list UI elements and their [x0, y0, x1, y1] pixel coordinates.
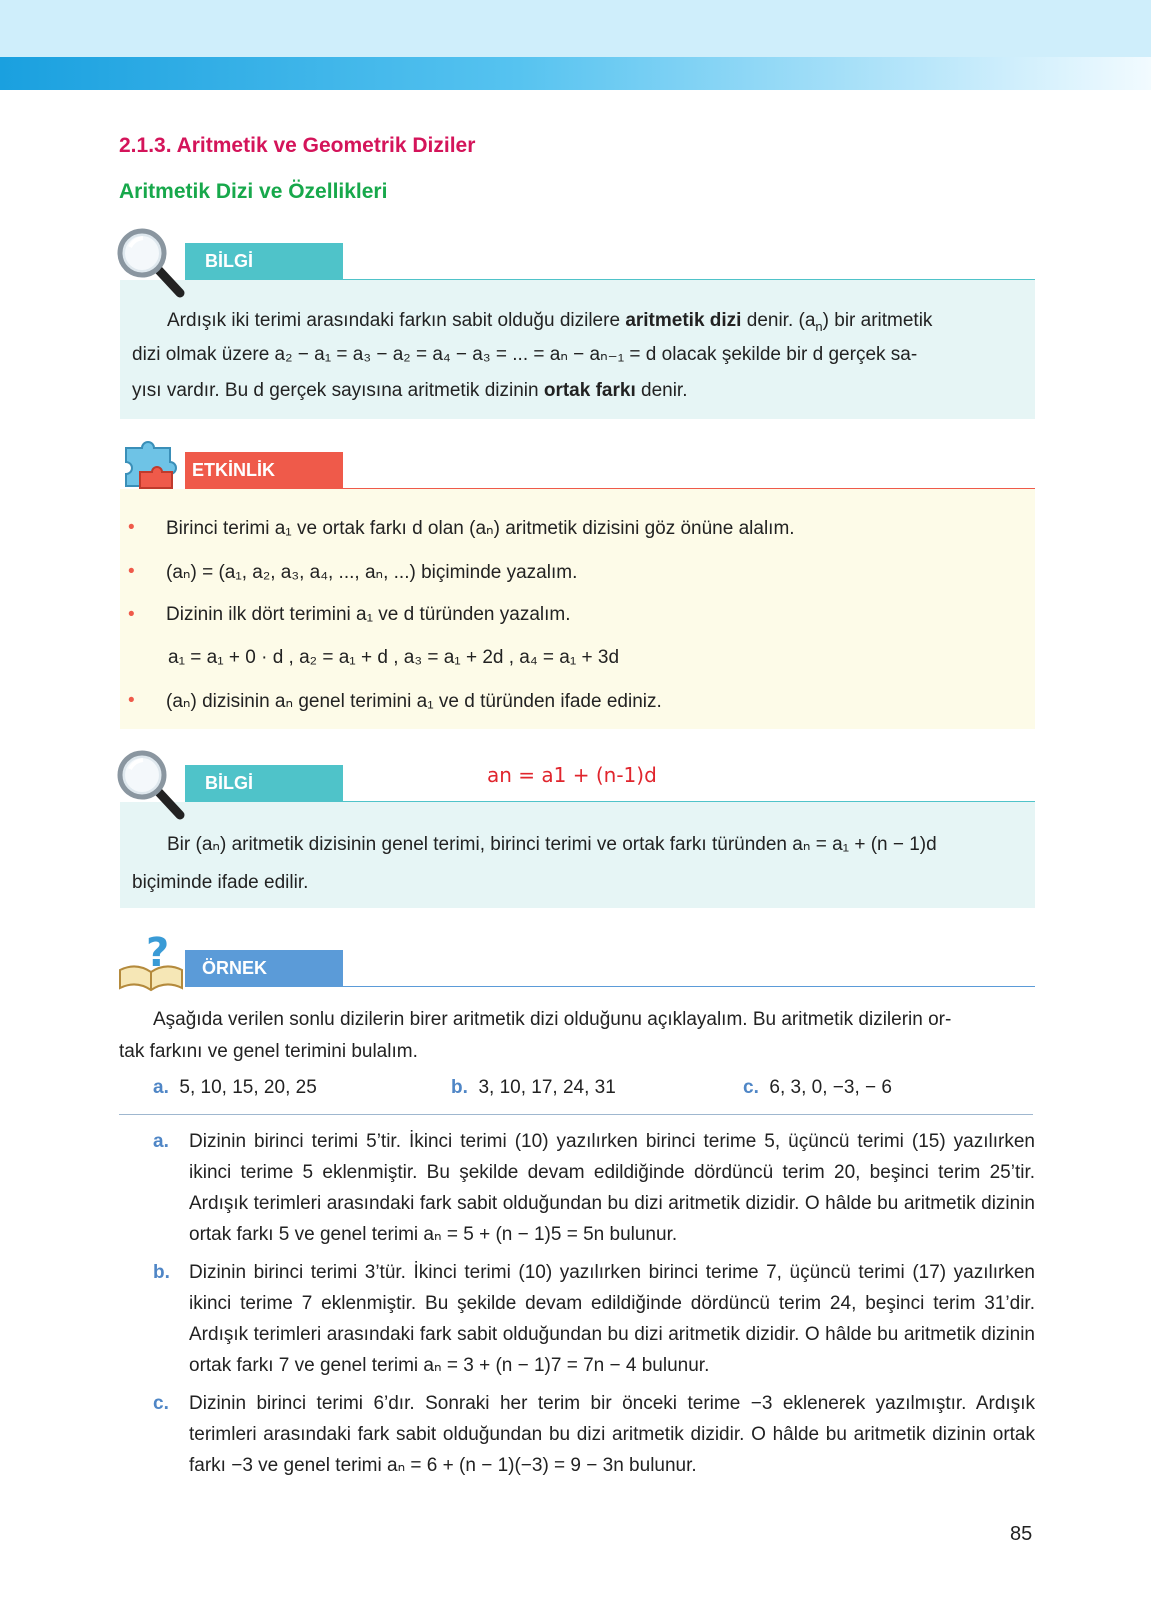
magnifier-icon	[116, 227, 188, 299]
divider	[185, 986, 1035, 987]
divider	[119, 1114, 1033, 1115]
etkinlik-header	[185, 452, 343, 488]
etkinlik-bullet-1: • Birinci terimi a₁ ve ortak farkı d olan (aₙ) aritmetik dizisini göz önüne alalım.	[128, 517, 795, 539]
ornek-line2: tak farkını ve genel terimini bulalım.	[119, 1041, 418, 1062]
answer-text: Dizinin birinci terimi 5’tir. İkinci terimi (10) yazılırken birinci terime 5, üçüncü terimi (15) yazılırken ikinci terime 5 eklenmiştir. Bu şekilde devam edildiğinde dördüncü terim 20, beşinci terim 25’tir. Ardışık terimleri arasındaki fark sabit olduğundan bu dizi aritmetik dizidir. O hâlde bu aritmetik dizinin ortak farkı 5 ve genel terimi aₙ = 5 + (n − 1)5 = 5n bulunur.	[189, 1131, 1035, 1245]
etkinlik-formula: a₁ = a₁ + 0 · d , a₂ = a₁ + d , a₃ = a₁ + 2d , a₄ = a₁ + 3d	[168, 647, 620, 668]
etkinlik-header-label: ETKİNLİK	[192, 460, 275, 480]
bilgi-header-label: BİLGİ	[205, 251, 253, 271]
subsection-title: Aritmetik Dizi ve Özellikleri	[119, 180, 388, 203]
ornek-line1: Aşağıda verilen sonlu dizilerin birer aritmetik dizi olduğunu açıklayalım. Bu aritmetik dizilerin or-	[153, 1009, 952, 1030]
bilgi1-line1: Ardışık iki terimi arasındaki farkın sabit olduğu dizilere aritmetik dizi denir. $(a_n)$ bir aritmetik	[167, 310, 933, 334]
gradient-band	[0, 57, 1151, 90]
etkinlik-bullet-2: • (aₙ) = (a₁, a₂, a₃, a₄, ..., aₙ, ...) biçiminde yazalım.	[128, 561, 578, 583]
divider	[185, 801, 1035, 802]
answer-label: b.	[153, 1262, 170, 1283]
bilgi-header-1	[185, 243, 343, 279]
etkinlik-bullet-4: • (aₙ) dizisinin aₙ genel terimini a₁ ve d türünden ifade ediniz.	[128, 690, 662, 712]
ornek-item-b: b. 3, 10, 17, 24, 31	[451, 1077, 616, 1098]
ornek-header	[185, 950, 343, 986]
bullet-dot: •	[128, 604, 135, 625]
bilgi1-line2: dizi olmak üzere a₂ − a₁ = a₃ − a₂ = a₄ − a₃ = ... = aₙ − aₙ₋₁ = d olacak şekilde bir d gerçek sa-	[132, 344, 918, 365]
answer-label: c.	[153, 1393, 169, 1414]
bilgi2-line2: biçiminde ifade edilir.	[132, 872, 309, 893]
divider	[185, 488, 1035, 489]
book-question-icon	[116, 930, 186, 994]
top-band	[0, 0, 1151, 57]
answer-label: a.	[153, 1131, 169, 1152]
answer-a	[153, 1126, 1033, 1254]
handwritten-note: an = a1 + (n-1)d	[487, 763, 657, 787]
bilgi1-line3: yısı vardır. Bu d gerçek sayısına aritmetik dizinin ortak farkı denir.	[132, 380, 688, 401]
answer-text: Dizinin birinci terimi 6’dır. Sonraki her terim bir önceki terime −3 eklenerek yazılmıştır. Ardışık terimleri arasındaki fark sabit olduğundan bu dizi aritmetik dizidir. O hâlde bu aritmetik dizinin ortak farkı −3 ve genel terimi aₙ = 6 + (n − 1)(−3) = 9 − 3n bulunur.	[189, 1393, 1035, 1476]
puzzle-icon	[118, 438, 184, 500]
answer-text: Dizinin birinci terimi 3’tür. İkinci terimi (10) yazılırken birinci terime 7, üçüncü terimi (17) yazılırken ikinci terime 7 eklenmiştir. Bu şekilde devam edildiğinde dördüncü terim 24, beşinci terim 31’dir. Ardışık terimleri arasındaki fark sabit olduğundan bu dizi aritmetik dizidir. O hâlde bu aritmetik dizinin ortak farkı 7 ve genel terimi aₙ = 3 + (n − 1)7 = 7n − 4 bulunur.	[189, 1262, 1035, 1376]
divider	[185, 279, 1035, 280]
answer-c	[153, 1388, 1033, 1488]
answer-b	[153, 1257, 1033, 1385]
svg-text:?: ?	[146, 930, 170, 976]
bilgi-header-label: BİLGİ	[205, 773, 253, 793]
bullet-dot: •	[128, 517, 135, 538]
ornek-header-label: ÖRNEK	[202, 958, 268, 978]
bilgi-header-2	[185, 765, 343, 801]
ornek-item-a: a. 5, 10, 15, 20, 25	[153, 1077, 317, 1098]
bullet-dot: •	[128, 561, 135, 582]
bullet-dot: •	[128, 690, 135, 711]
etkinlik-bullet-3: • Dizinin ilk dört terimini a₁ ve d türünden yazalım.	[128, 604, 571, 625]
section-title: 2.1.3. Aritmetik ve Geometrik Diziler	[119, 134, 476, 157]
ornek-item-c: c. 6, 3, 0, −3, − 6	[743, 1077, 892, 1098]
bilgi2-line1: Bir (aₙ) aritmetik dizisinin genel terimi, birinci terimi ve ortak farkı türünden aₙ = a₁ + (n − 1)d	[167, 834, 937, 855]
page-number: 85	[1010, 1523, 1033, 1545]
magnifier-icon	[116, 749, 188, 821]
